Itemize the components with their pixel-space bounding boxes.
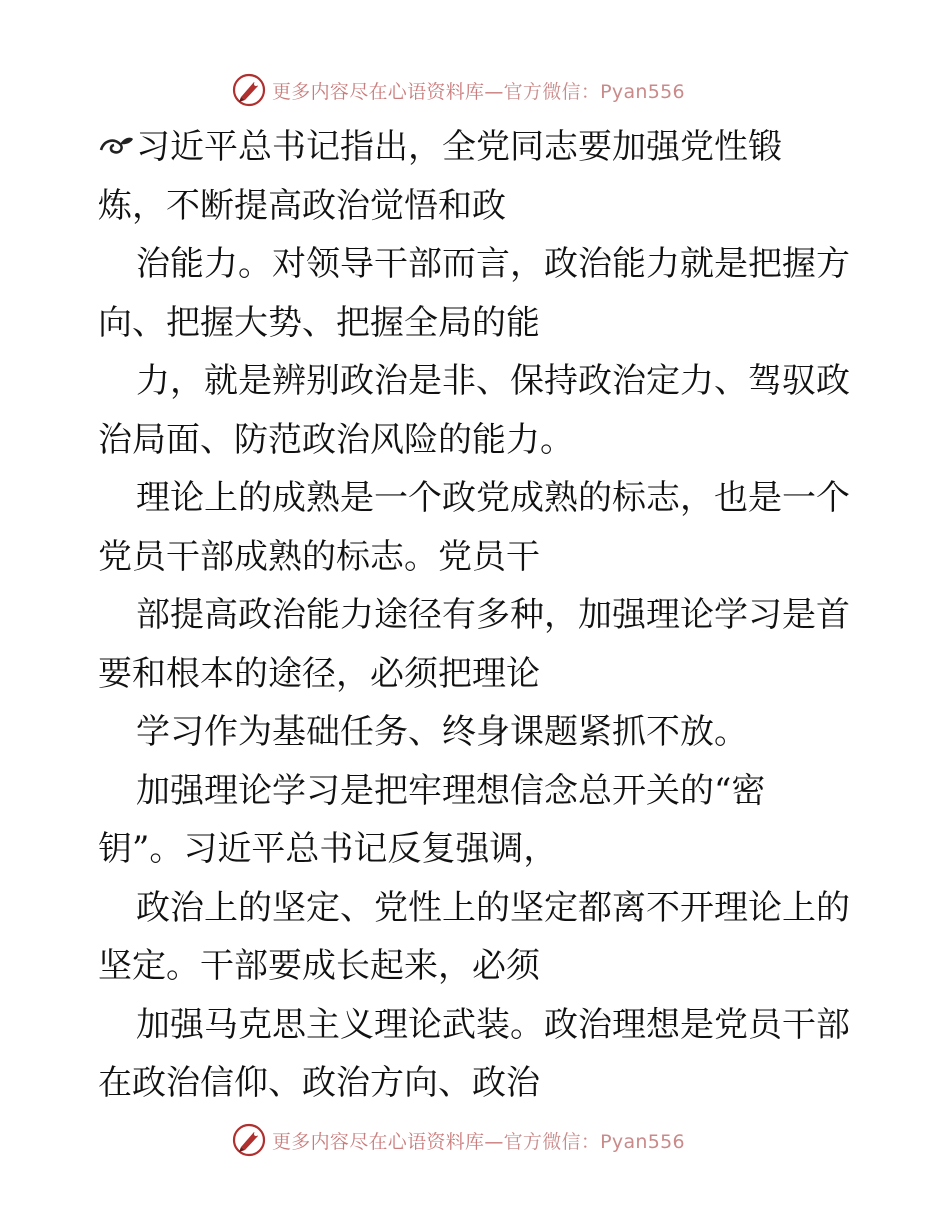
text-line: 要和根本的途径，必须把理论 [98,653,540,694]
text-line: 习近平总书记指出，全党同志要加强党性锻 [98,118,858,177]
watermark-text: 更多内容尽在心语资料库—官方微信：Pyan556 [272,80,685,103]
text-line: 力，就是辨别政治是非、保持政治定力、驾驭政 [136,361,850,401]
text-line: 坚定。干部要成长起来，必须 [98,946,540,986]
text-line: 向、把握大势、把握全局的能 [98,302,540,343]
text-line: 党员干部成熟的标志。党员干 [98,536,540,577]
text-line: 学习作为基础任务、终身课题紧抓不放。 [136,712,748,752]
text-line: 政治上的坚定、党性上的坚定都离不开理论上的 [136,887,850,928]
text-line: 加强马克思主义理论武装。政治理想是党员干部 [136,1004,850,1045]
pen-logo-icon [232,73,266,107]
watermark-text: 更多内容尽在心语资料库—官方微信：Pyan556 [272,1130,685,1153]
text-line: 治局面、防范政治风险的能力。 [98,419,574,460]
text-line: 部提高政治能力途径有多种，加强理论学习是首 [136,595,850,635]
text-line: 加强理论学习是把牢理想信念总开关的“密 [136,770,766,811]
leaf-bullet-icon [98,130,136,160]
text-line: 在政治信仰、政治方向、政治 [98,1063,540,1103]
text-line: 炼，不断提高政治觉悟和政 [98,185,506,226]
pen-logo-icon [232,1123,266,1157]
article-body [98,118,858,1113]
footer-watermark [232,1120,722,1160]
text-line: 理论上的成熟是一个政党成熟的标志，也是一个 [136,478,850,518]
text-line: 治能力。对领导干部而言，政治能力就是把握方 [136,244,850,284]
header-watermark [232,70,722,110]
text-line: 钥”。习近平总书记反复强调， [98,829,558,869]
